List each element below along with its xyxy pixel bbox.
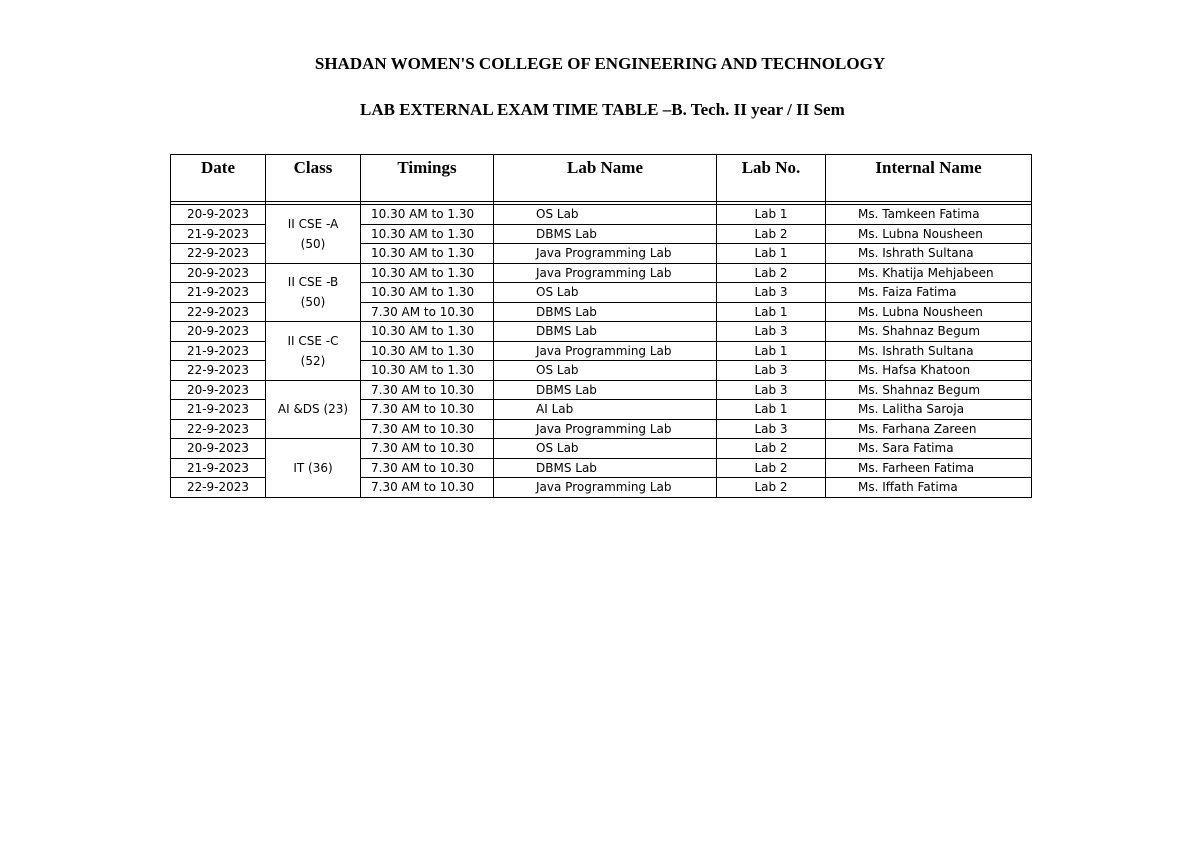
date-cell: 22-9-2023 <box>171 361 266 381</box>
internal-name-cell: Ms. Sara Fatima <box>826 439 1032 459</box>
class-name: II CSE -A <box>287 216 339 231</box>
column-header-date: Date <box>171 155 266 202</box>
timing-cell: 7.30 AM to 10.30 <box>361 380 494 400</box>
date-cell: 22-9-2023 <box>171 244 266 264</box>
date-cell: 20-9-2023 <box>171 380 266 400</box>
lab-no-cell: Lab 2 <box>717 263 826 283</box>
date-cell: 20-9-2023 <box>171 322 266 342</box>
class-strength: (50) <box>300 236 326 251</box>
internal-name-cell: Ms. Ishrath Sultana <box>826 341 1032 361</box>
timing-cell: 10.30 AM to 1.30 <box>361 244 494 264</box>
lab-no-cell: Lab 1 <box>717 205 826 225</box>
lab-no-cell: Lab 1 <box>717 341 826 361</box>
column-header-internal-name: Internal Name <box>826 155 1032 202</box>
date-cell: 22-9-2023 <box>171 478 266 498</box>
date-cell: 21-9-2023 <box>171 458 266 478</box>
table-row <box>171 439 1032 459</box>
column-header-class: Class <box>266 155 361 202</box>
class-name: AI &DS (23) <box>277 402 349 417</box>
lab-name-cell: Java Programming Lab <box>494 263 717 283</box>
class-name: II CSE -B <box>287 275 339 290</box>
lab-name-cell: Java Programming Lab <box>494 478 717 498</box>
timing-cell: 7.30 AM to 10.30 <box>361 478 494 498</box>
lab-name-cell: Java Programming Lab <box>494 419 717 439</box>
class-cell <box>266 439 361 498</box>
class-name: II CSE -C <box>287 333 339 348</box>
lab-no-cell: Lab 2 <box>717 224 826 244</box>
timing-cell: 7.30 AM to 10.30 <box>361 302 494 322</box>
timing-cell: 10.30 AM to 1.30 <box>361 224 494 244</box>
lab-no-cell: Lab 1 <box>717 400 826 420</box>
date-cell: 21-9-2023 <box>171 283 266 303</box>
timing-cell: 10.30 AM to 1.30 <box>361 361 494 381</box>
lab-name-cell: DBMS Lab <box>494 322 717 342</box>
class-cell <box>266 322 361 381</box>
lab-name-cell: OS Lab <box>494 205 717 225</box>
lab-no-cell: Lab 3 <box>717 322 826 342</box>
internal-name-cell: Ms. Shahnaz Begum <box>826 322 1032 342</box>
date-cell: 20-9-2023 <box>171 439 266 459</box>
internal-name-cell: Ms. Shahnaz Begum <box>826 380 1032 400</box>
lab-no-cell: Lab 3 <box>717 361 826 381</box>
table-row <box>171 380 1032 400</box>
internal-name-cell: Ms. Tamkeen Fatima <box>826 205 1032 225</box>
timing-cell: 7.30 AM to 10.30 <box>361 439 494 459</box>
lab-no-cell: Lab 3 <box>717 380 826 400</box>
timing-cell: 7.30 AM to 10.30 <box>361 458 494 478</box>
lab-name-cell: DBMS Lab <box>494 224 717 244</box>
internal-name-cell: Ms. Lubna Nousheen <box>826 224 1032 244</box>
lab-no-cell: Lab 1 <box>717 302 826 322</box>
lab-name-cell: Java Programming Lab <box>494 341 717 361</box>
lab-name-cell: OS Lab <box>494 283 717 303</box>
lab-name-cell: DBMS Lab <box>494 302 717 322</box>
timing-cell: 10.30 AM to 1.30 <box>361 283 494 303</box>
lab-name-cell: AI Lab <box>494 400 717 420</box>
table-row <box>171 263 1032 283</box>
internal-name-cell: Ms. Faiza Fatima <box>826 283 1032 303</box>
lab-no-cell: Lab 1 <box>717 244 826 264</box>
lab-name-cell: DBMS Lab <box>494 458 717 478</box>
college-title: SHADAN WOMEN'S COLLEGE OF ENGINEERING AND TECHNOLOGY <box>314 54 886 73</box>
internal-name-cell: Ms. Farheen Fatima <box>826 458 1032 478</box>
date-cell: 20-9-2023 <box>171 263 266 283</box>
date-cell: 22-9-2023 <box>171 302 266 322</box>
date-cell: 21-9-2023 <box>171 224 266 244</box>
internal-name-cell: Ms. Khatija Mehjabeen <box>826 263 1032 283</box>
exam-timetable <box>170 154 1032 498</box>
internal-name-cell: Ms. Lubna Nousheen <box>826 302 1032 322</box>
timing-cell: 10.30 AM to 1.30 <box>361 205 494 225</box>
column-header-lab-no: Lab No. <box>717 155 826 202</box>
date-cell: 21-9-2023 <box>171 341 266 361</box>
lab-no-cell: Lab 3 <box>717 419 826 439</box>
date-cell: 20-9-2023 <box>171 205 266 225</box>
class-name: IT (36) <box>293 460 333 475</box>
lab-no-cell: Lab 3 <box>717 283 826 303</box>
lab-name-cell: Java Programming Lab <box>494 244 717 264</box>
timing-cell: 10.30 AM to 1.30 <box>361 341 494 361</box>
lab-name-cell: OS Lab <box>494 439 717 459</box>
internal-name-cell: Ms. Ishrath Sultana <box>826 244 1032 264</box>
lab-name-cell: DBMS Lab <box>494 380 717 400</box>
internal-name-cell: Ms. Farhana Zareen <box>826 419 1032 439</box>
internal-name-cell: Ms. Lalitha Saroja <box>826 400 1032 420</box>
lab-no-cell: Lab 2 <box>717 439 826 459</box>
class-cell <box>266 263 361 322</box>
timing-cell: 10.30 AM to 1.30 <box>361 322 494 342</box>
lab-name-cell: OS Lab <box>494 361 717 381</box>
lab-no-cell: Lab 2 <box>717 478 826 498</box>
timing-cell: 7.30 AM to 10.30 <box>361 419 494 439</box>
date-cell: 21-9-2023 <box>171 400 266 420</box>
class-strength: (52) <box>300 353 326 368</box>
header-row <box>171 155 1032 202</box>
lab-no-cell: Lab 2 <box>717 458 826 478</box>
timetable-body <box>171 202 1032 498</box>
column-header-lab-name: Lab Name <box>494 155 717 202</box>
class-cell <box>266 205 361 264</box>
column-header-timings: Timings <box>361 155 494 202</box>
timetable-title: LAB EXTERNAL EXAM TIME TABLE –B. Tech. II year / II Sem <box>360 100 845 119</box>
class-strength: (50) <box>300 295 326 310</box>
internal-name-cell: Ms. Hafsa Khatoon <box>826 361 1032 381</box>
table-row <box>171 322 1032 342</box>
class-cell <box>266 380 361 439</box>
timing-cell: 10.30 AM to 1.30 <box>361 263 494 283</box>
table-row <box>171 205 1032 225</box>
internal-name-cell: Ms. Iffath Fatima <box>826 478 1032 498</box>
date-cell: 22-9-2023 <box>171 419 266 439</box>
timing-cell: 7.30 AM to 10.30 <box>361 400 494 420</box>
